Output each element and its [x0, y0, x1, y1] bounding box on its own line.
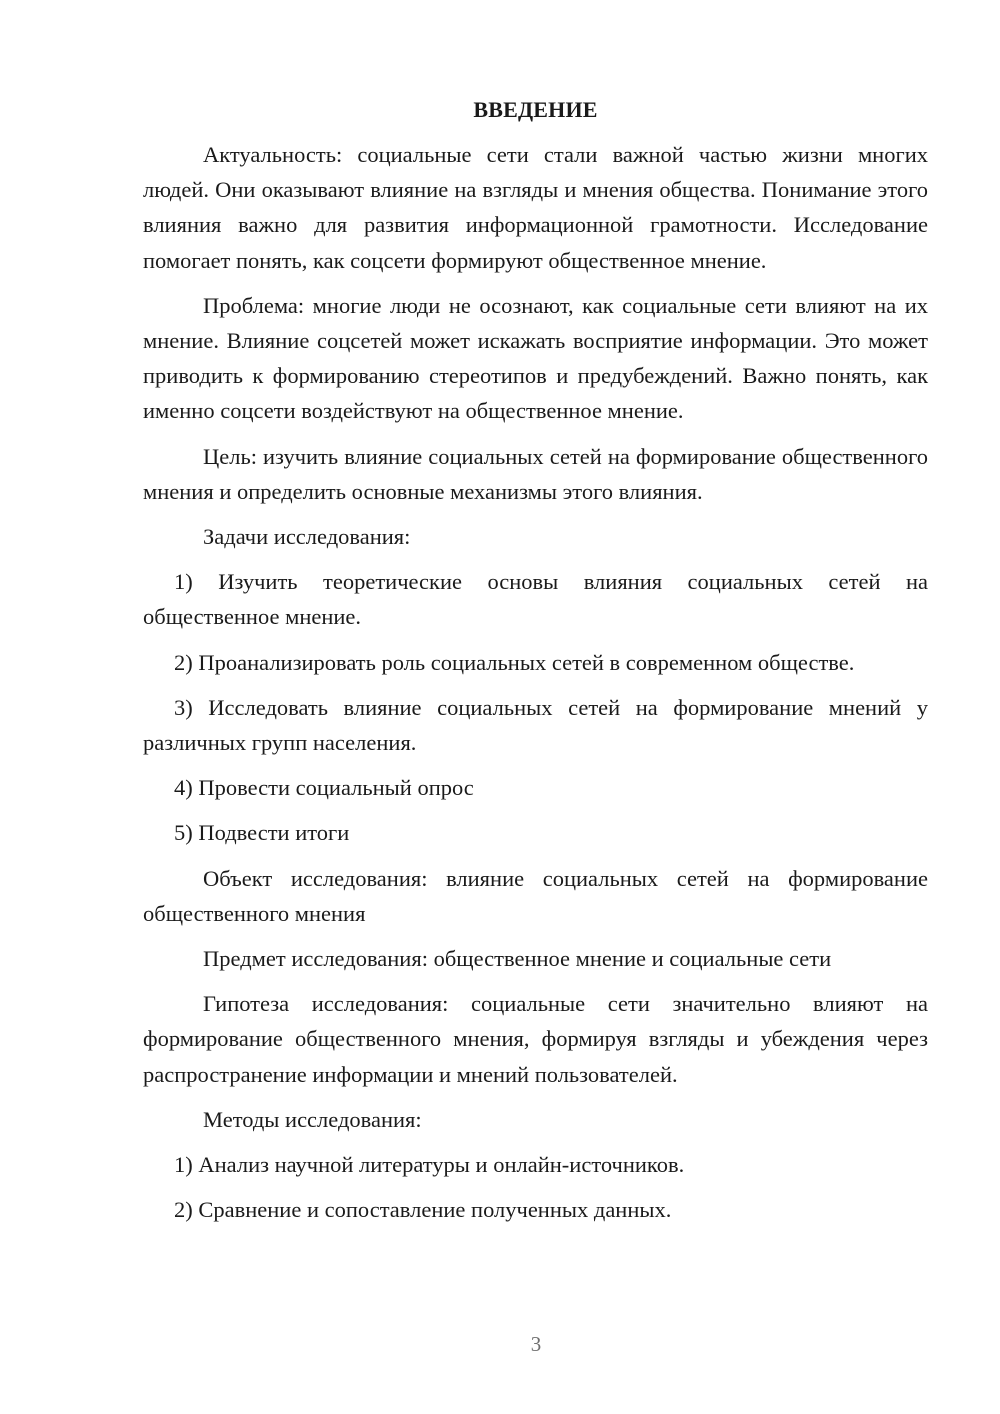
task-item-2: 2) Проанализировать роль социальных сетей в современном обществе. — [174, 649, 855, 675]
page-content — [143, 94, 928, 1237]
task-item-3: 3) Исследовать влияние социальных сетей на формирование мнений у различных групп населения. — [143, 694, 928, 756]
relevance-paragraph: Актуальность: социальные сети стали важной частью жизни многих людей. Они оказывают влияние на взгляды и мнения общества. Понимание этого влияния важно для развития информационной грамотности. Исследование помогает понять, как соцсети формируют общественное мнение. — [143, 142, 928, 273]
task-item-5: 5) Подвести итоги — [174, 820, 350, 846]
hypothesis-paragraph: Гипотеза исследования: социальные сети значительно влияют на формирование общественного мнения, формируя взгляды и убеждения через распространение информации и мнений пользователей. — [143, 991, 928, 1087]
problem-paragraph: Проблема: многие люди не осознают, как социальные сети влияют на их мнение. Влияние соцсетей может искажать восприятие информации. Это может приводить к формированию стереотипов и предубеждений. Важно понять, как именно соцсети воздействуют на общественное мнение. — [143, 292, 928, 424]
object-paragraph: Объект исследования: влияние социальных сетей на формирование общественного мнения — [143, 865, 928, 926]
page-number: 3 — [530, 1332, 542, 1356]
method-item-1: 1) Анализ научной литературы и онлайн-источников. — [174, 1152, 685, 1178]
method-item-2: 2) Сравнение и сопоставление полученных данных. — [174, 1197, 672, 1223]
tasks-heading: Задачи исследования: — [203, 524, 411, 550]
goal-paragraph: Цель: изучить влияние социальных сетей на формирование общественного мнения и определить основные механизмы этого влияния. — [143, 443, 928, 504]
task-item-1: 1) Изучить теоретические основы влияния социальных сетей на общественное мнение. — [143, 569, 928, 630]
section-title: ВВЕДЕНИЕ — [473, 97, 598, 122]
subject-paragraph: Предмет исследования: общественное мнение и социальные сети — [203, 946, 832, 972]
methods-heading: Методы исследования: — [203, 1106, 422, 1132]
task-item-4: 4) Провести социальный опрос — [174, 775, 474, 801]
